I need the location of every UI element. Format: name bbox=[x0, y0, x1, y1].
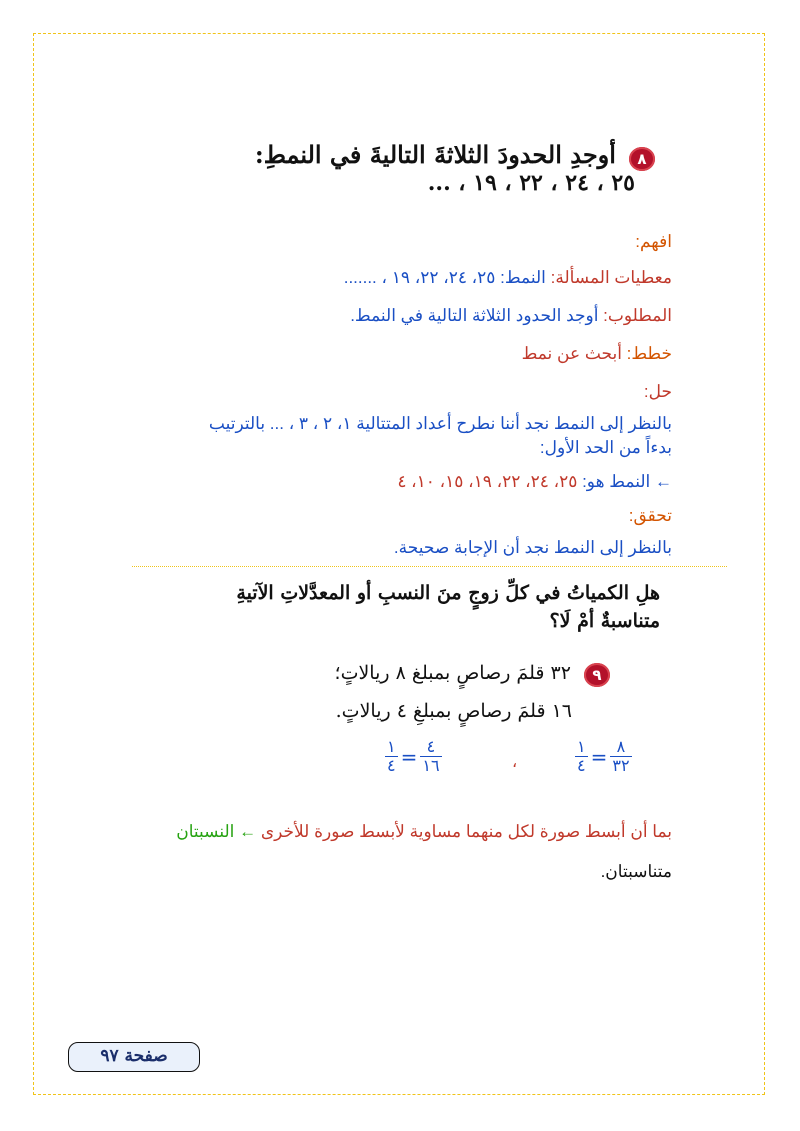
equals-sign: = bbox=[400, 744, 418, 769]
equals-sign: = bbox=[590, 744, 608, 769]
plan-value: أبحث عن نمط bbox=[521, 344, 627, 363]
conclusion-text: بما أن أبسط صورة لكل منهما مساوية لأبسط صورة للأخرى bbox=[260, 822, 672, 841]
conclusion-line-2: متناسبتان. bbox=[600, 862, 672, 881]
fraction-separator: ، bbox=[512, 752, 518, 771]
check-label: تحقق: bbox=[628, 506, 672, 525]
pattern-prefix: النمط هو: bbox=[577, 472, 655, 491]
fraction-simplified: $\frac{١}{٤}$ bbox=[577, 737, 586, 775]
question-8-title bbox=[255, 140, 655, 171]
conclusion-result: النسبتان bbox=[176, 822, 240, 841]
question-8-sequence: ٢٥ ، ٢٤ ، ٢٢ ، ١٩ ، ... bbox=[427, 170, 635, 196]
pattern-value: ٢٥، ٢٤، ٢٢، ١٩، ١٥، ١٠، ٤ bbox=[397, 472, 578, 491]
plan-label: خطط: bbox=[626, 344, 672, 363]
question-9-intro-1: هلِ الكمياتُ في كلِّ زوجٍ منَ النسبِ أو المعدَّلاتِ الآتيةِ bbox=[236, 582, 660, 604]
solve-label: حل: bbox=[643, 382, 672, 401]
required-line bbox=[350, 306, 672, 326]
page-frame bbox=[33, 33, 765, 1095]
check-value: بالنظر إلى النمط نجد أن الإجابة صحيحة. bbox=[393, 538, 672, 557]
solve-line-1: بالنظر إلى النمط نجد أننا نطرح أعداد المتتالية ١، ٢ ، ٣ ، ... بالترتيب bbox=[208, 414, 672, 433]
fraction-original: $\frac{٨}{٣٢}$ bbox=[612, 737, 630, 775]
solve-line-2: بدءاً من الحد الأول: bbox=[539, 438, 672, 457]
required-value: أوجد الحدود الثلاثة التالية في النمط. bbox=[350, 306, 604, 325]
givens-line bbox=[344, 268, 672, 288]
page-number-badge: صفحة ٩٧ bbox=[68, 1042, 200, 1072]
question-9-line-1 bbox=[335, 662, 610, 687]
question-text: أوجدِ الحدودَ الثلاثةَ التاليةَ في النمطِ: bbox=[254, 140, 616, 169]
givens-label: معطيات المسألة: bbox=[550, 268, 672, 287]
understand-label: افهم: bbox=[635, 232, 672, 251]
question-number-badge: ٨ bbox=[629, 147, 655, 171]
question-9-text-1: ٣٢ قلمَ رصاصٍ بمبلغ ٨ ريالاتٍ؛ bbox=[334, 662, 571, 684]
fraction-right bbox=[575, 738, 632, 775]
question-9-line-2: ١٦ قلمَ رصاصٍ بمبلغِ ٤ ريالاتٍ. bbox=[335, 700, 572, 722]
required-label: المطلوب: bbox=[603, 306, 672, 325]
givens-value: النمط: ٢٥، ٢٤، ٢٢، ١٩ ، ....... bbox=[343, 268, 551, 287]
fraction-original: $\frac{٤}{١٦}$ bbox=[422, 737, 440, 775]
arrow-left-icon: ← bbox=[239, 822, 257, 841]
question-9-intro-2: متناسبةٌ أمْ لَا؟ bbox=[549, 610, 660, 632]
fraction-left bbox=[385, 738, 442, 775]
plan-line bbox=[522, 344, 672, 364]
pattern-line bbox=[397, 472, 672, 492]
section-divider bbox=[132, 566, 727, 567]
fraction-simplified: $\frac{١}{٤}$ bbox=[387, 737, 396, 775]
question-number-badge: ٩ bbox=[584, 663, 610, 687]
arrow-left-icon: ← bbox=[655, 472, 672, 491]
conclusion-line-1 bbox=[176, 822, 672, 842]
